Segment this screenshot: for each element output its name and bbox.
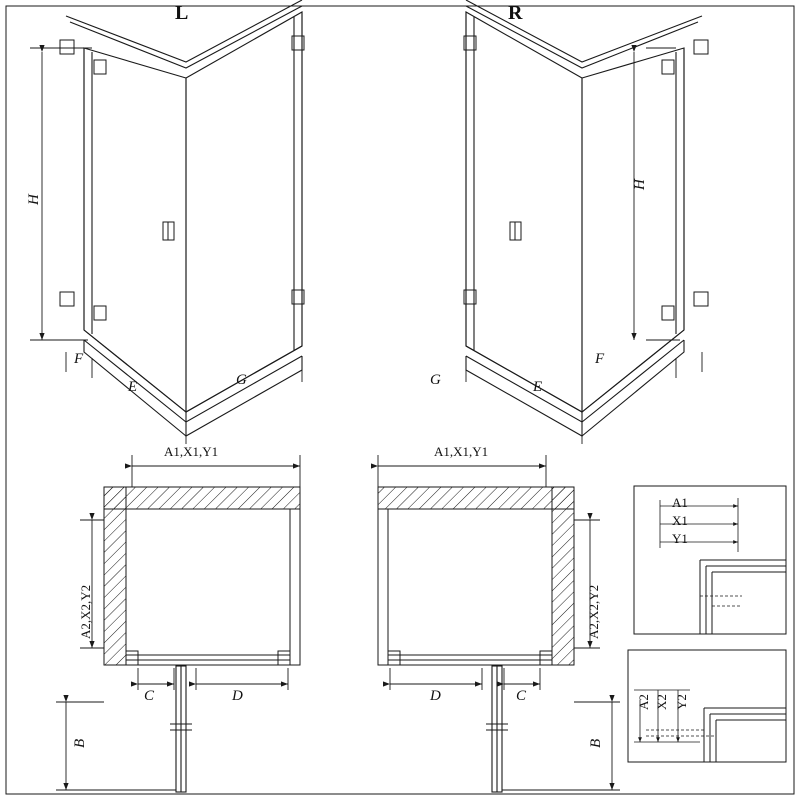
plan-right-door-leaf (486, 666, 508, 792)
plan-right-view (378, 455, 620, 792)
iso-right-enclosure (466, 0, 702, 436)
iso-right-height-label: H (632, 179, 648, 190)
plan-right-top-dimension-label: A1,X1,Y1 (434, 444, 489, 459)
plan-left-door-leaf (170, 666, 192, 792)
plan-right-swing-dimension: B (588, 738, 604, 748)
plan-left-dimension-c: C (144, 688, 155, 704)
iso-left-enclosure (66, 0, 302, 436)
plan-left-swing-dimension: B (72, 738, 88, 748)
plan-right-side-dimension-label: A2,X2,Y2 (586, 584, 601, 639)
plan-right-dimension-c: C (516, 688, 527, 704)
iso-left-base-label-f: F (74, 351, 84, 367)
detail-top-label-x1: X1 (672, 513, 688, 528)
detail-bottom-label-a2: A2 (636, 694, 651, 710)
iso-right-hinges (464, 36, 708, 320)
iso-right-base-label-f: F (595, 351, 605, 367)
iso-right-height-dimension (634, 48, 680, 340)
detail-bottom-label-y2: Y2 (674, 694, 689, 710)
iso-right-base-label-g: G (430, 372, 441, 388)
detail-top-label-a1: A1 (672, 495, 688, 510)
detail-top-right (634, 486, 786, 634)
plan-left-dimension-d: D (232, 688, 243, 704)
detail-top-label-y1: Y1 (672, 531, 688, 546)
iso-right-handing-label: R (508, 2, 523, 24)
iso-left-height-label: H (26, 194, 42, 205)
detail-bottom-label-x2: X2 (654, 694, 669, 710)
iso-left-hinges (60, 36, 304, 320)
plan-right-dimension-d: D (430, 688, 441, 704)
plan-left-side-dimension-label: A2,X2,Y2 (78, 584, 93, 639)
iso-left-base-label-g: G (236, 372, 247, 388)
iso-left-handing-label: L (175, 2, 189, 24)
plan-left-top-dimension-label: A1,X1,Y1 (164, 444, 219, 459)
iso-left-base-label-e: E (128, 379, 138, 395)
iso-right-base-label-e: E (533, 379, 543, 395)
